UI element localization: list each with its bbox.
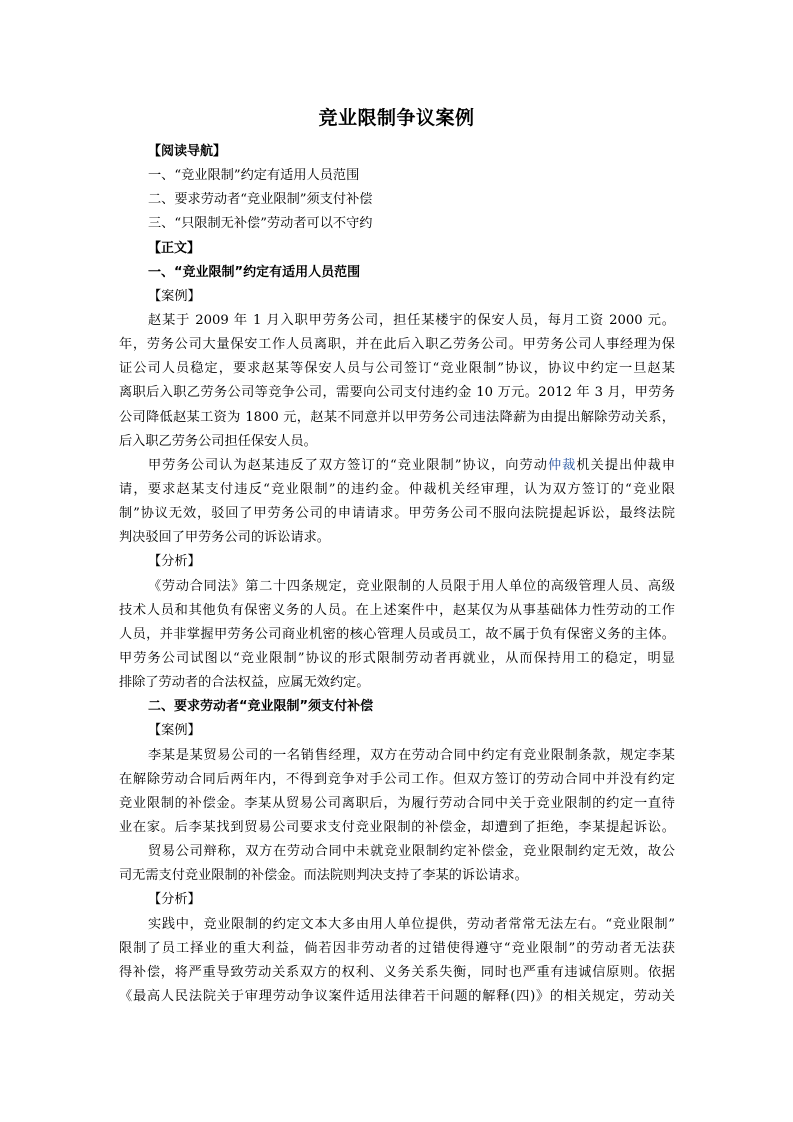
nav-header: 【阅读导航】 [148, 144, 227, 159]
paragraph-line: 限制了员工择业的重大利益，倘若因非劳动者的过错使得遵守“竞业限制”的劳动者无法获 [119, 940, 675, 956]
paragraph-text: 甲劳务公司认为赵某违反了双方签订的“竞业限制”协议，向劳动 [148, 457, 548, 473]
nav-item[interactable]: 二、要求劳动者“竞业限制”须支付补偿 [148, 192, 373, 208]
paragraph-line: 制”协议无效，驳回了甲劳务公司的申请请求。甲劳务公司不服向法院提起诉讼，最终法院 [119, 506, 675, 522]
nav-item[interactable]: 一、“竞业限制”约定有适用人员范围 [148, 168, 360, 184]
paragraph-line: 人员，并非掌握甲劳务公司商业机密的核心管理人员或员工，故不属于负有保密义务的主体。 [119, 626, 675, 642]
paragraph-line: 业在家。后李某找到贸易公司要求支付竞业限制的补偿金，却遭到了拒绝，李某提起诉讼。 [119, 819, 675, 835]
paragraph-line: 离职后入职乙劳务公司等竞争公司，需要向公司支付违约金 10 万元。2012 年 3 月，甲劳务 [119, 385, 675, 401]
paragraph-line: 后入职乙劳务公司担任保安人员。 [119, 433, 317, 449]
arbitration-link[interactable]: 仲裁 [547, 457, 577, 473]
paragraph-text: 机关提出仲裁申 [576, 457, 675, 473]
analysis-label: 【分析】 [148, 892, 201, 908]
paragraph-line [119, 454, 675, 478]
paragraph-line: 排除了劳动者的合法权益，应属无效约定。 [119, 675, 370, 691]
analysis-label: 【分析】 [148, 554, 201, 570]
paragraph-line: 证公司人员稳定，要求赵某等保安人员与公司签订“竞业限制”协议，协议中约定一旦赵某 [119, 361, 675, 377]
paragraph-line: 年，劳务公司大量保安工作人员离职，并在此后入职乙劳务公司。甲劳务公司人事经理为保 [119, 337, 675, 353]
paragraph-line: 竞业限制的补偿金。李某从贸易公司离职后，为履行劳动合同中关于竞业限制的约定一直待 [119, 795, 675, 811]
paragraph-line: 技术人员和其他负有保密义务的人员。在上述案件中，赵某仅为从事基础体力性劳动的工作 [119, 602, 675, 618]
body-header: 【正文】 [148, 240, 201, 256]
paragraph-line: 甲劳务公司试图以“竞业限制”协议的形式限制劳动者再就业，从而保持用工的稳定，明显 [119, 650, 675, 666]
paragraph-line: 赵某于 2009 年 1 月入职甲劳务公司，担任某楼宇的保安人员，每月工资 2000 元。 [148, 312, 675, 328]
paragraph-line: 《劳动合同法》第二十四条规定，竞业限制的人员限于用人单位的高级管理人员、高级 [148, 578, 675, 594]
section-heading: 一、“竞业限制”约定有适用人员范围 [148, 264, 361, 280]
paragraph-line: 请，要求赵某支付违反“竞业限制”的违约金。仲裁机关经审理，认为双方签订的“竞业限 [119, 481, 675, 497]
paragraph-line: 实践中，竞业限制的约定文本大多由用人单位提供，劳动者常常无法左右。“竞业限制” [148, 916, 675, 932]
paragraph-line: 《最高人民法院关于审理劳动争议案件适用法律若干问题的解释(四)》的相关规定，劳动关 [119, 988, 675, 1004]
paragraph-line: 得补偿，将严重导致劳动关系双方的权利、义务关系失衡，同时也严重有违诚信原则。依据 [119, 964, 675, 980]
case-label: 【案例】 [148, 288, 201, 304]
document-body [119, 140, 675, 1009]
paragraph-line: 司无需支付竞业限制的补偿金。而法院则判决支持了李某的诉讼请求。 [119, 868, 528, 884]
paragraph-line: 判决驳回了甲劳务公司的诉讼请求。 [119, 530, 330, 546]
paragraph-line: 李某是某贸易公司的一名销售经理，双方在劳动合同中约定有竞业限制条款，规定李某 [148, 747, 675, 763]
paragraph-line: 贸易公司辩称，双方在劳动合同中未就竞业限制约定补偿金，竞业限制约定无效，故公 [148, 844, 675, 860]
paragraph-line: 在解除劳动合同后两年内，不得到竞争对手公司工作。但双方签订的劳动合同中并没有约定 [119, 771, 675, 787]
page-title: 竞业限制争议案例 [318, 107, 475, 129]
paragraph-line: 公司降低赵某工资为 1800 元，赵某不同意并以甲劳务公司违法降薪为由提出解除劳动关系， [119, 409, 675, 425]
section-heading: 二、要求劳动者“竞业限制”须支付补偿 [148, 699, 374, 715]
case-label: 【案例】 [148, 723, 201, 739]
nav-item[interactable]: 三、“只限制无补偿”劳动者可以不守约 [148, 216, 373, 232]
